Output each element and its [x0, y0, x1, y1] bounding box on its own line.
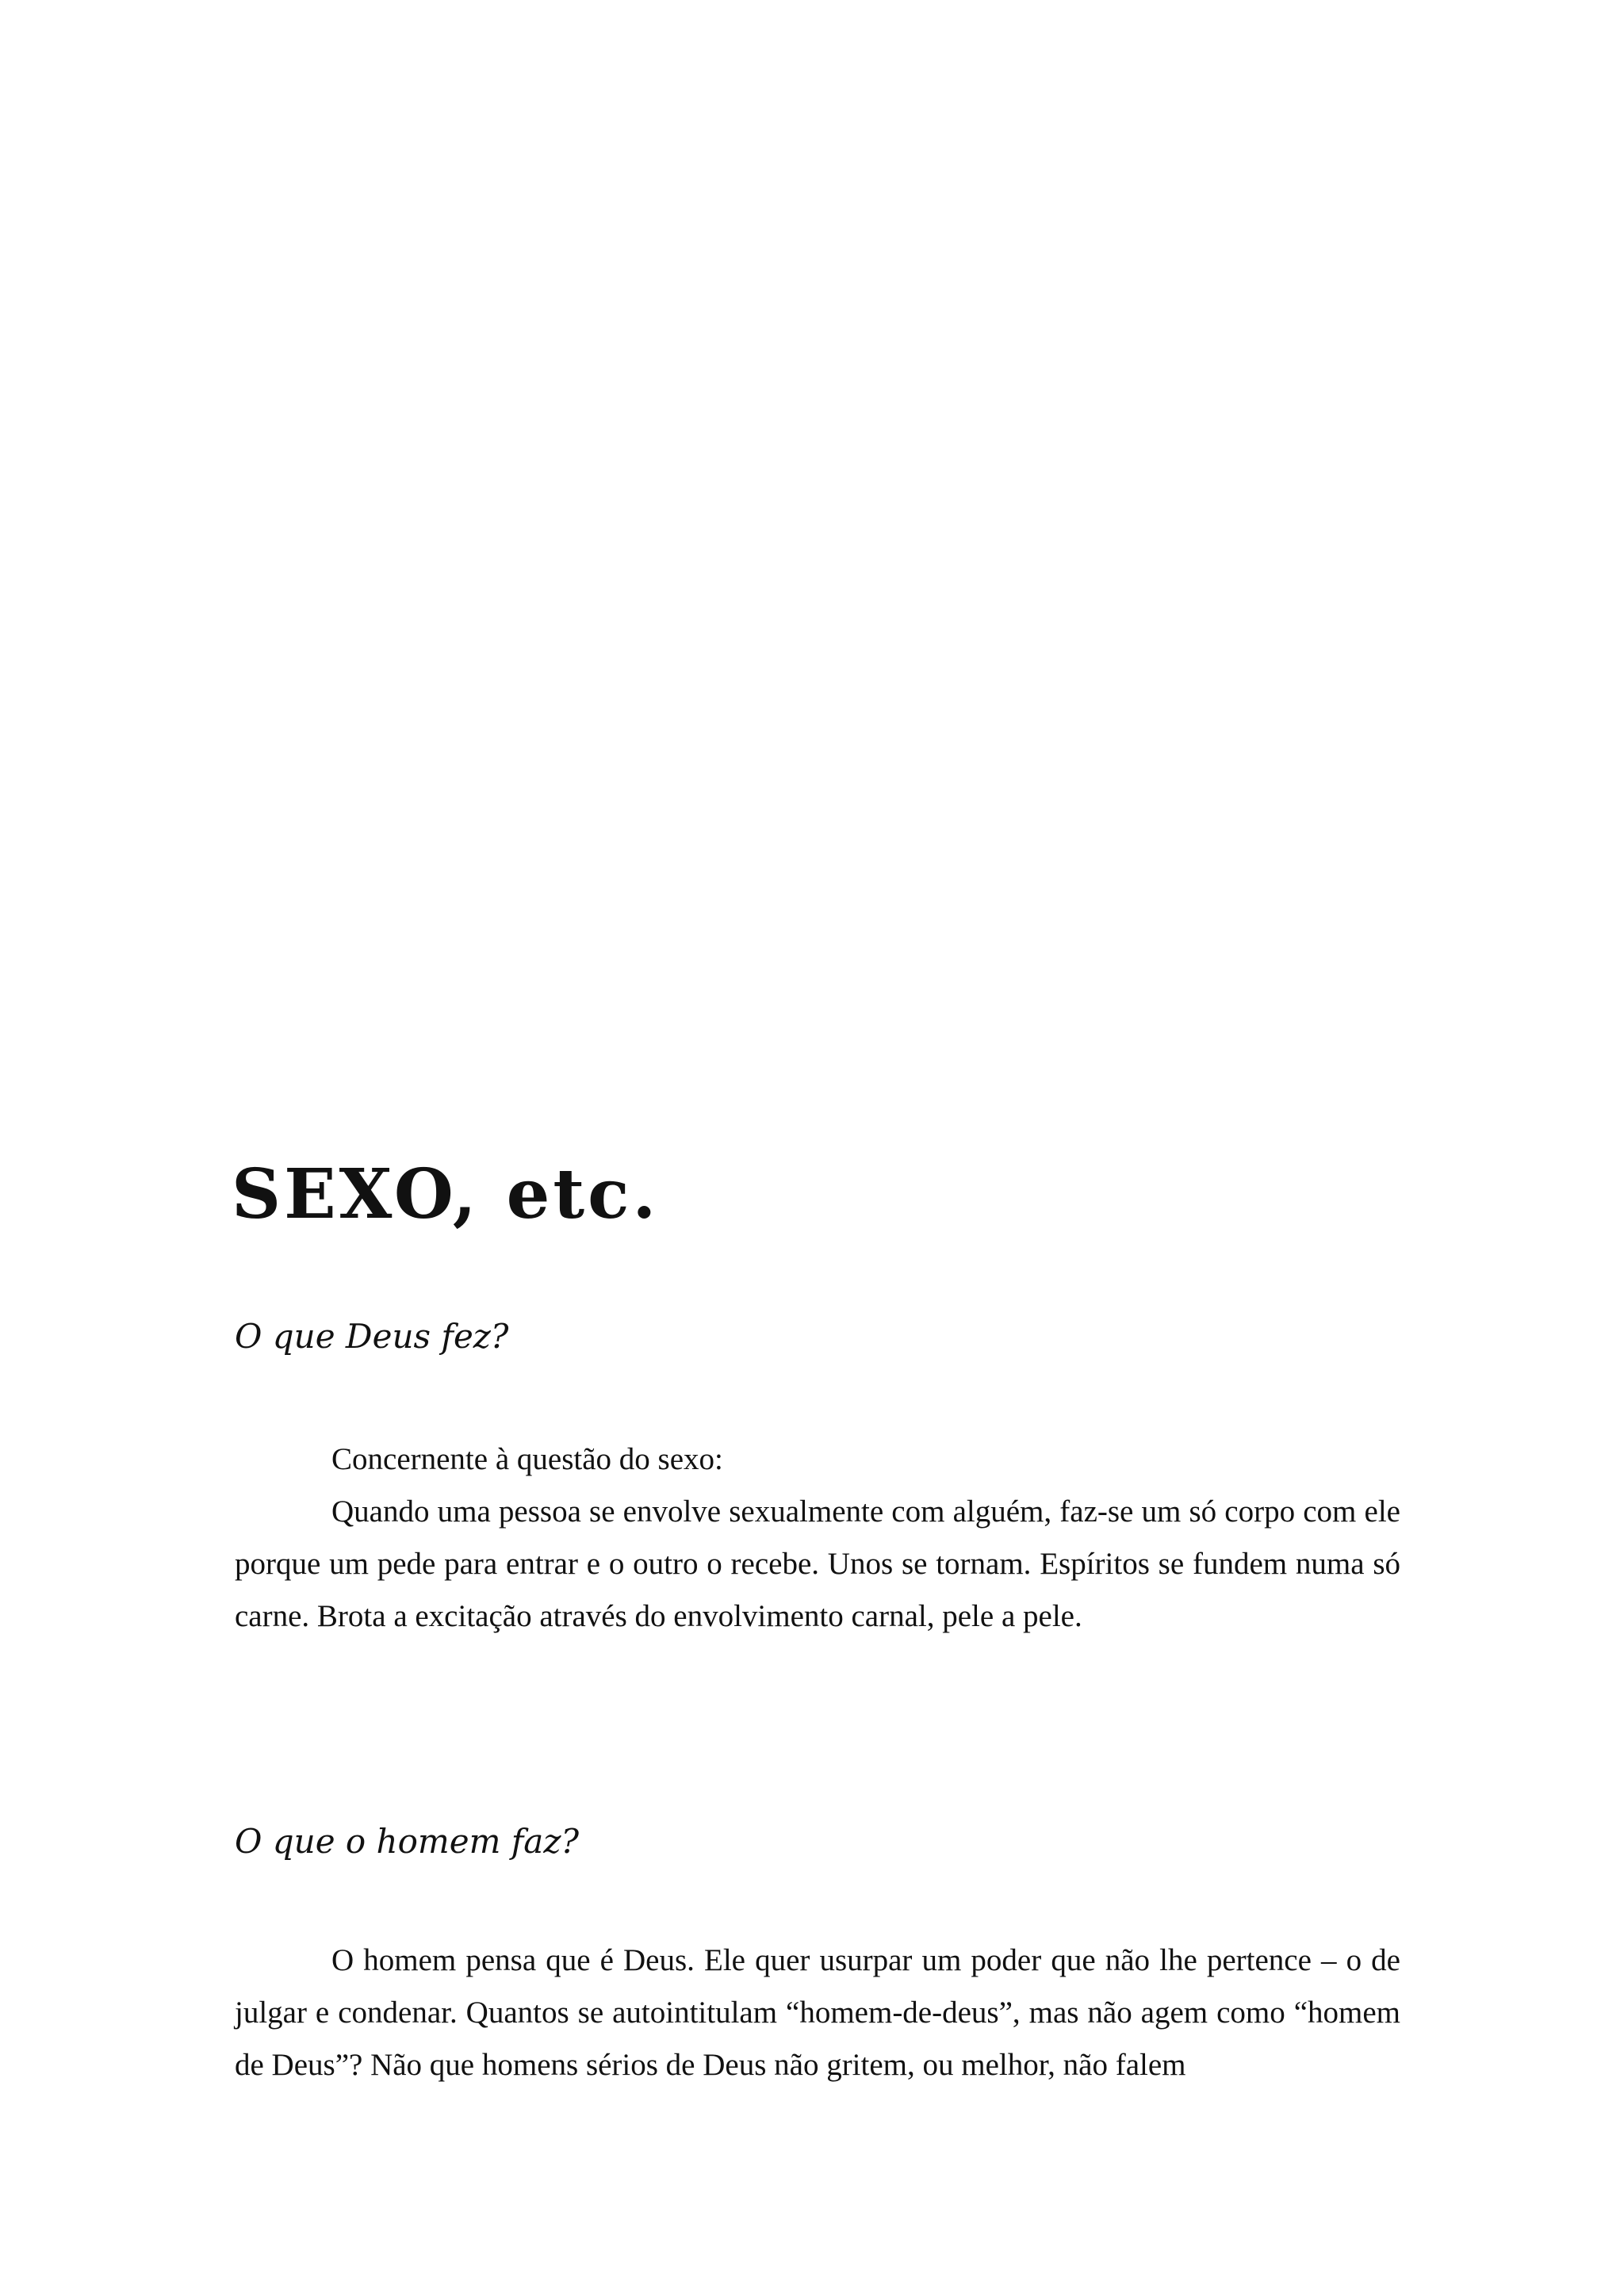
paragraph: Quando uma pessoa se envolve sexualmente com alguém, faz-se um só corpo com ele porque um pede para entrar e o outro o recebe. Unos se tornam. Espíritos se fundem numa só carne. Brota a excitação através do envolvimento carnal, pele a pele. [235, 1494, 1400, 1633]
section-body-o-que-o-homem-faz [235, 1934, 1400, 2091]
paragraph: Concernente à questão do sexo: [331, 1442, 723, 1476]
section-body-o-que-deus-fez [235, 1433, 1400, 1643]
section-heading-o-que-deus-fez: O que Deus fez? [235, 1317, 509, 1356]
section-heading-o-que-o-homem-faz: O que o homem faz? [235, 1822, 579, 1861]
paragraph: O homem pensa que é Deus. Ele quer usurpar um poder que não lhe pertence – o de julgar e condenar. Quantos se autointitulam “homem-de-deus”, mas não agem como “homem de Deus”? Não que homens sérios de Deus não gritem, ou melhor, não falem [235, 1943, 1400, 2082]
chapter-title: SEXO, etc. [232, 1154, 660, 1234]
